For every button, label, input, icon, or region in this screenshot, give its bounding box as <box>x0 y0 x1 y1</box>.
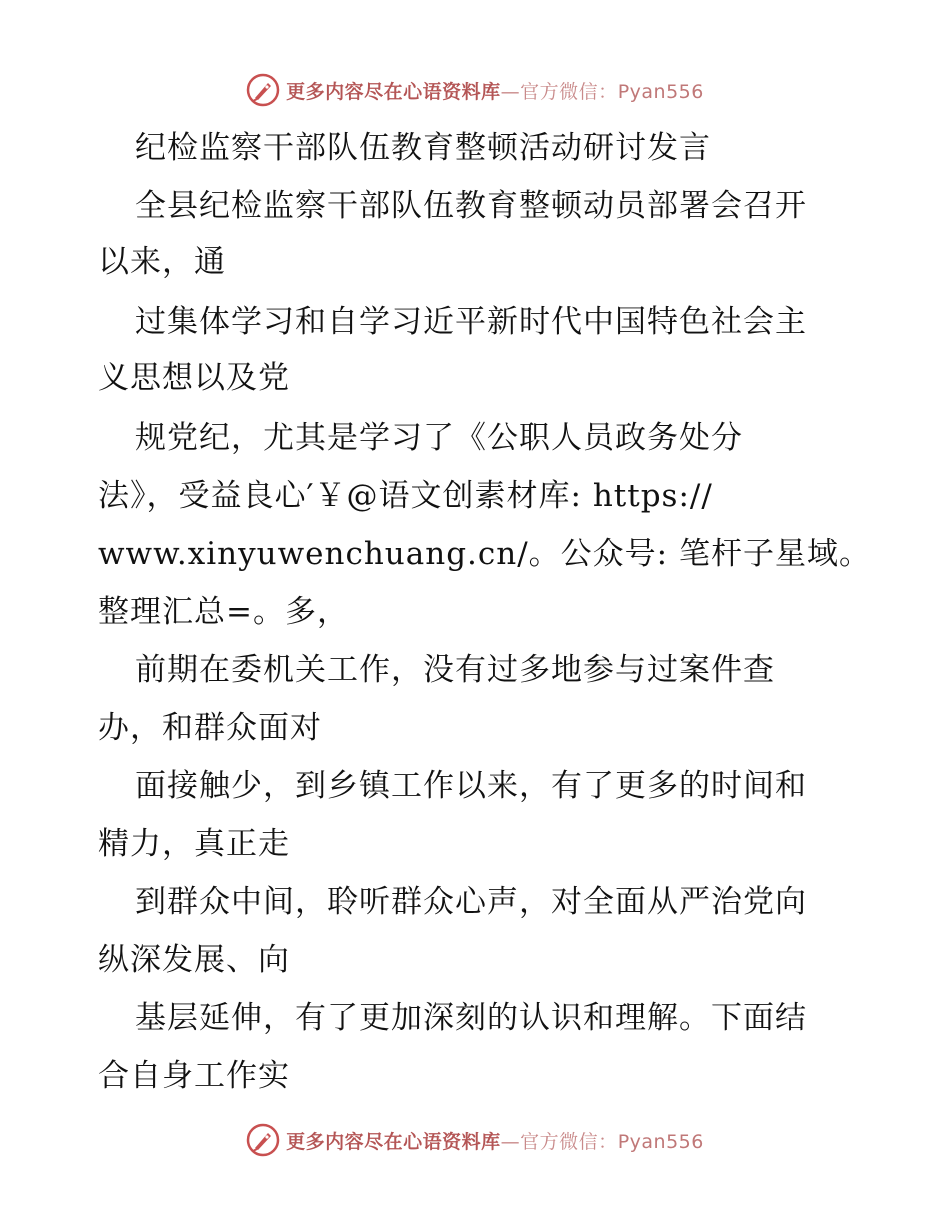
paragraph-line: 义思想以及党 <box>98 360 290 396</box>
paragraph-line: 纵深发展、向 <box>98 942 290 978</box>
paragraph-line: 规党纪，尤其是学习了《公职人员政务处分 <box>135 420 743 456</box>
paragraph-line: 精力，真正走 <box>98 826 290 862</box>
header-watermark <box>0 68 950 112</box>
paragraph-line: 合自身工作实 <box>98 1058 290 1094</box>
watermark-official-label: 官方微信： <box>520 80 618 103</box>
watermark-account: Pyan556 <box>617 80 704 103</box>
paragraph-line: 过集体学习和自学习近平新时代中国特色社会主 <box>135 304 807 340</box>
paragraph-line: www.xinyuwenchuang.cn/。公众号: 笔杆子星域。 <box>98 536 871 572</box>
paragraph-line: 面接触少，到乡镇工作以来，有了更多的时间和 <box>135 768 807 804</box>
pen-nib-seal-icon <box>246 73 280 107</box>
watermark-site: 更多内容尽在心语资料库 <box>286 1130 501 1153</box>
pen-nib-seal-icon <box>246 1123 280 1157</box>
paragraph-line: 整理汇总=。多， <box>98 594 349 630</box>
watermark-text <box>286 1127 704 1154</box>
paragraph-line: 全县纪检监察干部队伍教育整顿动员部署会召开 <box>135 188 807 224</box>
paragraph-line: 以来，通 <box>98 244 226 280</box>
watermark-dash: — <box>500 80 521 103</box>
watermark-site: 更多内容尽在心语资料库 <box>286 80 501 103</box>
watermark-account: Pyan556 <box>617 1130 704 1153</box>
footer-watermark <box>0 1118 950 1162</box>
paragraph-line: 到群众中间，聆听群众心声，对全面从严治党向 <box>135 884 807 920</box>
paragraph-line: 基层延伸，有了更加深刻的认识和理解。下面结 <box>135 1000 807 1036</box>
watermark-dash: — <box>500 1130 521 1153</box>
paragraph-line: 法》，受益良心′￥@语文创素材库: https:// <box>98 478 713 514</box>
watermark-official-label: 官方微信： <box>520 1130 618 1153</box>
paragraph-line: 前期在委机关工作，没有过多地参与过案件查 <box>135 652 775 688</box>
paragraph-line: 办，和群众面对 <box>98 710 322 746</box>
document-title: 纪检监察干部队伍教育整顿活动研讨发言 <box>135 130 711 166</box>
watermark-text <box>286 77 704 104</box>
